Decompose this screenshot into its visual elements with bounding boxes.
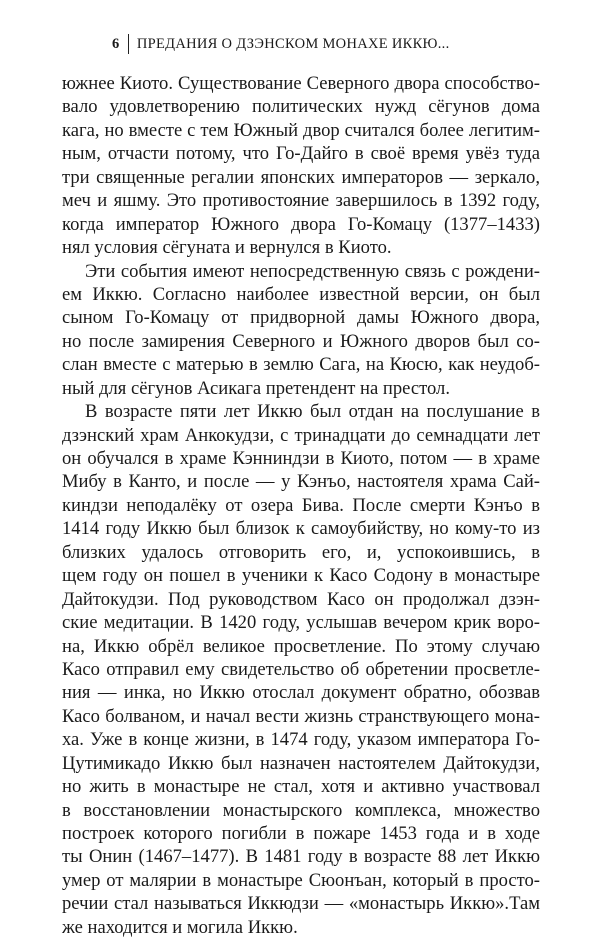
text-line: ным, отчасти потому, что Го-Дайго в своё время увёз туда	[62, 143, 540, 165]
text-line: Цутимикадо Иккю был назначен настоятелем Дайтокудзи,	[62, 752, 540, 774]
text-line: построек которого погибли в пожаре 1453 года и в ходе	[62, 823, 540, 844]
text-line: Касо отправил ему свидетельство об обретении просветле-	[62, 658, 540, 680]
text-line: умер от малярии в монастыре Сюонъан, который в просто-	[62, 869, 540, 891]
text-line: он обучался в храме Кэнниндзи в Киото, потом — в храме	[62, 448, 540, 469]
text-line: когда император Южного двора Го-Комацу (1377–1433)	[62, 213, 540, 235]
text-line: вало удовлетворению политических нужд сёгунов дома	[62, 96, 540, 118]
text-line: щем году он пошел в ученики к Касо Содону в монастыре	[62, 565, 540, 587]
text-line: киндзи неподалёку от озера Бива. После смерти Кэнъо в	[62, 494, 540, 516]
running-header	[112, 34, 450, 54]
text-line: сыном Го-Комацу от придворной дамы Южного двора,	[62, 307, 540, 329]
text-line: Эти события имеют непосредственную связь с рождени-	[85, 260, 540, 282]
text-line: южнее Киото. Существование Северного двора способство-	[62, 73, 540, 94]
text-line: на, Иккю обрёл великое просветление. По этому случаю	[62, 635, 540, 657]
running-title: ПРЕДАНИЯ О ДЗЭНСКОМ МОНАХЕ ИККЮ...	[136, 35, 450, 52]
page-number: 6	[112, 35, 120, 52]
text-line: ские медитации. В 1420 году, услышав вечером крик воро-	[62, 612, 540, 634]
text-line: ты Онин (1467–1477). В 1481 году в возрасте 88 лет Иккю	[62, 846, 540, 868]
text-line: же находится и могила Иккю.	[62, 916, 298, 938]
text-line: 1414 году Иккю был близок к самоубийству, но кому-то из	[62, 518, 540, 540]
text-line: ем Иккю. Согласно наиболее известной версии, он был	[62, 283, 540, 305]
text-line: но жить в монастыре не стал, хотя и активно участвовал	[62, 776, 540, 798]
text-line: ха. Уже в конце жизни, в 1474 году, указом императора Го-	[62, 729, 540, 751]
text-line: близких удалось отговорить его, и, успокоившись, в	[62, 541, 540, 563]
text-line: три священные регалии японских императоров — зеркало,	[62, 166, 540, 188]
text-line: Касо болваном, и начал вести жизнь странствующего мона-	[62, 705, 540, 727]
text-line: В возрасте пяти лет Иккю был отдан на послушание в	[85, 401, 540, 423]
text-line: но после замирения Северного и Южного дворов был со-	[62, 330, 540, 352]
text-line: слан вместе с матерью в землю Сага, на Кюсю, как неудоб-	[62, 354, 540, 376]
text-line: ния — инка, но Иккю отослал документ обратно, обозвав	[62, 682, 540, 704]
paragraph	[62, 260, 540, 401]
header-divider	[128, 34, 129, 54]
paragraph	[62, 72, 540, 260]
text-line: дзэнский храм Анкокудзи, с тринадцати до семнадцати лет	[62, 424, 540, 446]
text-line: речии стал называться Иккюдзи — «монастырь Иккю».Там	[62, 893, 540, 915]
text-line: в восстановлении монастырского комплекса, множество	[62, 799, 540, 821]
paragraph	[62, 400, 540, 939]
text-line: Дайтокудзи. Под руководством Касо он продолжал дзэн-	[62, 588, 540, 610]
text-line: Мибу в Канто, и после — у Кэнъо, настоятеля храма Сай-	[62, 471, 540, 493]
text-line: меч и яшму. Это противостояние завершилось в 1392 году,	[62, 190, 540, 212]
text-line: нял условия сёгуната и вернулся в Киото.	[62, 237, 392, 259]
text-line: ный для сёгунов Асикага претендент на престол.	[62, 377, 450, 399]
text-line: кага, но вместе с тем Южный двор считался более легитим-	[62, 119, 540, 141]
body-text	[62, 72, 540, 939]
